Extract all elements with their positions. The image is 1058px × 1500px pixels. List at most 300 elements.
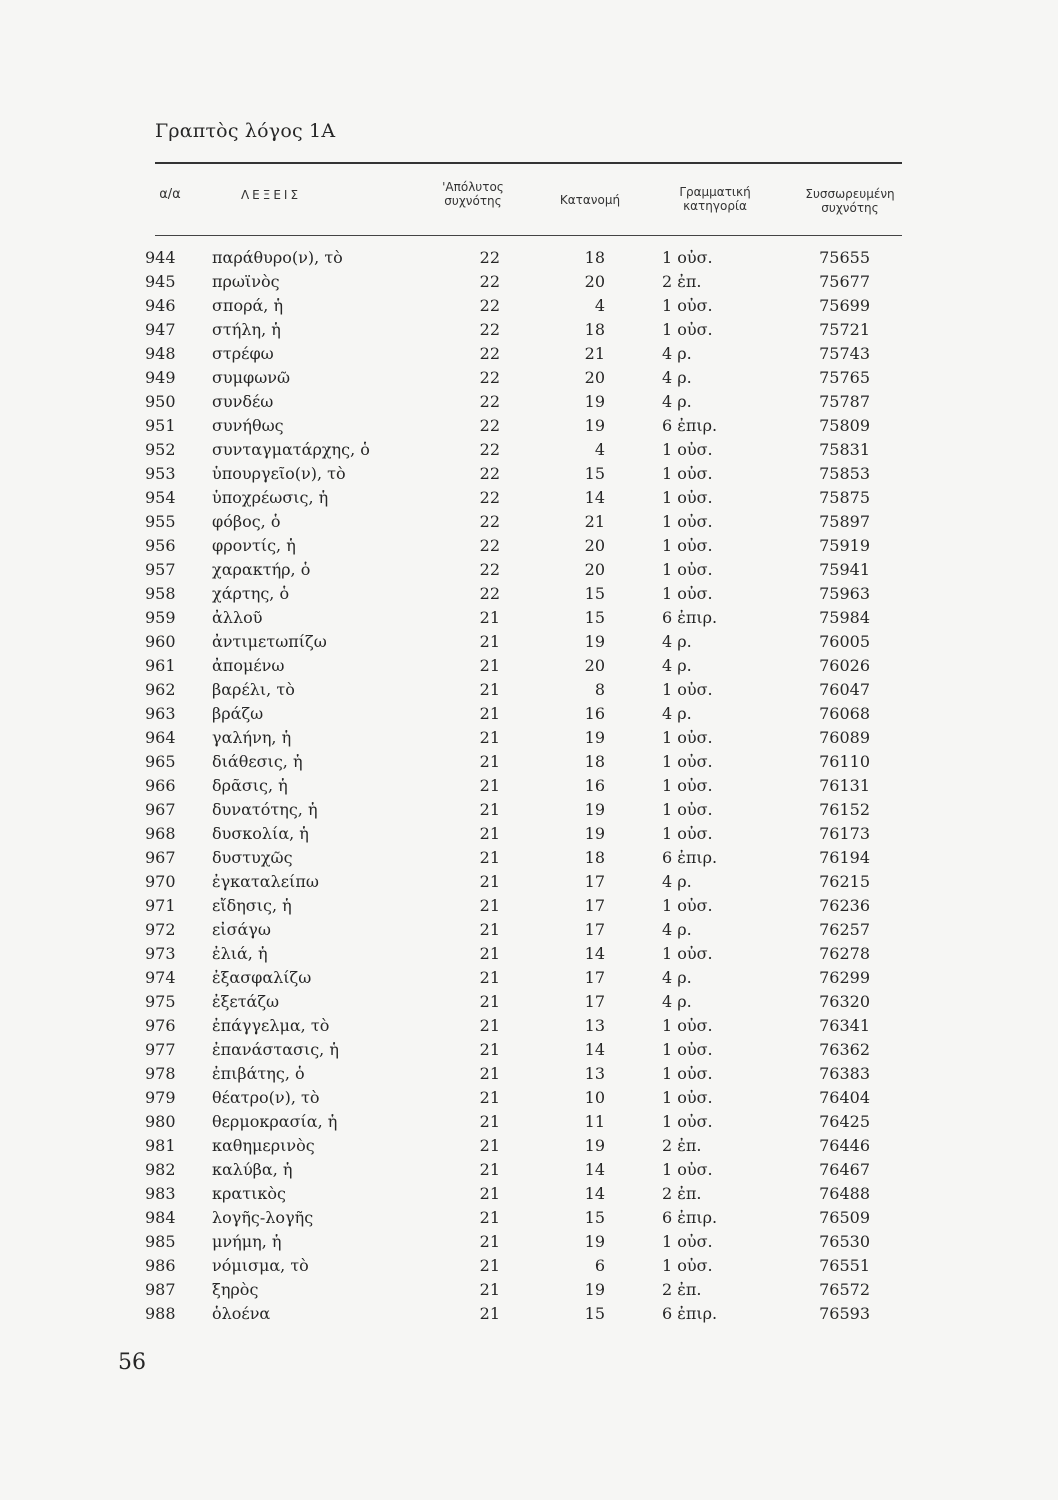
table-row — [0, 582, 1058, 606]
table-row — [0, 342, 1058, 366]
row-cumulative-frequency: 75831 — [819, 440, 870, 459]
header-bottom-rule — [155, 235, 902, 236]
row-word: βράζω — [212, 704, 264, 723]
row-grammatical-category: 2 ἐπ. — [662, 1136, 702, 1155]
row-word: πρωϊνὸς — [212, 272, 280, 291]
row-distribution: 18 — [584, 320, 605, 339]
row-index: 955 — [145, 512, 176, 531]
row-word: χαρακτήρ, ὁ — [212, 560, 311, 579]
row-distribution: 14 — [584, 1184, 605, 1203]
row-grammatical-category: 1 οὐσ. — [662, 1232, 713, 1251]
row-word: ἐξετάζω — [212, 992, 280, 1011]
row-cumulative-frequency: 76152 — [819, 800, 870, 819]
row-word: ἀντιμετωπίζω — [212, 632, 327, 651]
row-word: στρέφω — [212, 344, 274, 363]
row-cumulative-frequency: 75941 — [819, 560, 870, 579]
row-absolute-frequency: 21 — [479, 992, 500, 1011]
page-title: Γραπτὸς λόγος 1Α — [155, 120, 336, 142]
row-distribution: 18 — [584, 248, 605, 267]
row-word: στήλη, ἡ — [212, 320, 281, 339]
row-distribution: 19 — [584, 1232, 605, 1251]
row-absolute-frequency: 21 — [479, 752, 500, 771]
row-cumulative-frequency: 76131 — [819, 776, 870, 795]
row-word: εἰσάγω — [212, 920, 271, 939]
row-absolute-frequency: 21 — [479, 896, 500, 915]
row-cumulative-frequency: 76257 — [819, 920, 870, 939]
row-cumulative-frequency: 76446 — [819, 1136, 870, 1155]
row-cumulative-frequency: 75721 — [819, 320, 870, 339]
row-cumulative-frequency: 75699 — [819, 296, 870, 315]
row-index: 953 — [145, 464, 176, 483]
row-distribution: 13 — [584, 1016, 605, 1035]
row-cumulative-frequency: 76005 — [819, 632, 870, 651]
row-word: ἐπιβάτης, ὁ — [212, 1064, 305, 1083]
table-row — [0, 1206, 1058, 1230]
row-distribution: 6 — [594, 1256, 605, 1275]
row-index: 965 — [145, 752, 176, 771]
row-index: 957 — [145, 560, 176, 579]
row-grammatical-category: 4 ρ. — [662, 368, 692, 387]
row-grammatical-category: 2 ἐπ. — [662, 1280, 702, 1299]
row-cumulative-frequency: 76593 — [819, 1304, 870, 1323]
row-distribution: 14 — [584, 1040, 605, 1059]
row-grammatical-category: 1 οὐσ. — [662, 440, 713, 459]
row-word: συνταγματάρχης, ὁ — [212, 440, 370, 459]
row-index: 966 — [145, 776, 176, 795]
row-absolute-frequency: 22 — [479, 536, 500, 555]
row-cumulative-frequency: 76320 — [819, 992, 870, 1011]
row-index: 964 — [145, 728, 176, 747]
row-index: 948 — [145, 344, 176, 363]
table-row — [0, 294, 1058, 318]
table-row — [0, 462, 1058, 486]
table-row — [0, 246, 1058, 270]
table-row — [0, 750, 1058, 774]
row-distribution: 10 — [584, 1088, 605, 1107]
row-grammatical-category: 6 ἐπιρ. — [662, 848, 718, 867]
row-cumulative-frequency: 75984 — [819, 608, 870, 627]
row-word: συνδέω — [212, 392, 274, 411]
row-distribution: 16 — [584, 776, 605, 795]
row-word: ὁλοένα — [212, 1304, 271, 1323]
row-word: καλύβα, ἡ — [212, 1160, 293, 1179]
table-row — [0, 894, 1058, 918]
column-header-absolute-frequency — [418, 180, 528, 208]
column-header-absolute-frequency-line2: συχνότης — [444, 194, 502, 208]
table-row — [0, 510, 1058, 534]
column-header-cumulative-frequency — [790, 187, 910, 215]
table-row — [0, 678, 1058, 702]
row-distribution: 13 — [584, 1064, 605, 1083]
row-word: ἐπάγγελμα, τὸ — [212, 1016, 330, 1035]
row-distribution: 20 — [584, 368, 605, 387]
row-word: ὑπουργεῖο(ν), τὸ — [212, 464, 346, 483]
row-index: 967 — [145, 800, 176, 819]
row-cumulative-frequency: 76467 — [819, 1160, 870, 1179]
row-word: θερμοκρασία, ἡ — [212, 1112, 338, 1131]
header-top-rule — [155, 162, 902, 164]
row-cumulative-frequency: 75743 — [819, 344, 870, 363]
row-cumulative-frequency: 75677 — [819, 272, 870, 291]
column-header-cumulative-frequency-line2: συχνότης — [821, 201, 879, 215]
row-index: 975 — [145, 992, 176, 1011]
table-row — [0, 990, 1058, 1014]
row-word: νόμισμα, τὸ — [212, 1256, 309, 1275]
row-word: γαλήνη, ἡ — [212, 728, 292, 747]
table-row — [0, 270, 1058, 294]
row-absolute-frequency: 21 — [479, 848, 500, 867]
row-grammatical-category: 2 ἐπ. — [662, 1184, 702, 1203]
row-index: 979 — [145, 1088, 176, 1107]
row-distribution: 17 — [584, 920, 605, 939]
row-cumulative-frequency: 75919 — [819, 536, 870, 555]
row-index: 972 — [145, 920, 176, 939]
row-grammatical-category: 1 οὐσ. — [662, 1064, 713, 1083]
row-cumulative-frequency: 76068 — [819, 704, 870, 723]
row-absolute-frequency: 21 — [479, 968, 500, 987]
row-grammatical-category: 1 οὐσ. — [662, 1112, 713, 1131]
row-grammatical-category: 1 οὐσ. — [662, 800, 713, 819]
table-row — [0, 486, 1058, 510]
row-absolute-frequency: 21 — [479, 1016, 500, 1035]
row-distribution: 19 — [584, 392, 605, 411]
frequency-table — [0, 246, 1058, 1326]
row-word: καθημερινὸς — [212, 1136, 315, 1155]
row-index: 954 — [145, 488, 176, 507]
row-grammatical-category: 1 οὐσ. — [662, 752, 713, 771]
row-cumulative-frequency: 76236 — [819, 896, 870, 915]
row-grammatical-category: 1 οὐσ. — [662, 680, 713, 699]
row-cumulative-frequency: 76509 — [819, 1208, 870, 1227]
row-distribution: 17 — [584, 992, 605, 1011]
table-row — [0, 414, 1058, 438]
row-index: 967 — [145, 848, 176, 867]
row-distribution: 19 — [584, 632, 605, 651]
table-row — [0, 942, 1058, 966]
row-index: 959 — [145, 608, 176, 627]
row-word: θέατρο(ν), τὸ — [212, 1088, 320, 1107]
row-absolute-frequency: 21 — [479, 824, 500, 843]
table-row — [0, 774, 1058, 798]
row-absolute-frequency: 21 — [479, 1160, 500, 1179]
row-grammatical-category: 1 οὐσ. — [662, 728, 713, 747]
row-grammatical-category: 6 ἐπιρ. — [662, 1304, 718, 1323]
row-word: δρᾶσις, ἡ — [212, 776, 288, 795]
column-header-index: α/α — [159, 187, 181, 202]
table-row — [0, 870, 1058, 894]
table-row — [0, 702, 1058, 726]
row-absolute-frequency: 21 — [479, 872, 500, 891]
row-distribution: 16 — [584, 704, 605, 723]
row-absolute-frequency: 21 — [479, 1280, 500, 1299]
row-grammatical-category: 1 οὐσ. — [662, 1016, 713, 1035]
row-cumulative-frequency: 76089 — [819, 728, 870, 747]
row-grammatical-category: 1 οὐσ. — [662, 1256, 713, 1275]
table-row — [0, 918, 1058, 942]
row-index: 973 — [145, 944, 176, 963]
row-grammatical-category: 1 οὐσ. — [662, 1088, 713, 1107]
row-absolute-frequency: 22 — [479, 464, 500, 483]
row-absolute-frequency: 22 — [479, 416, 500, 435]
row-absolute-frequency: 21 — [479, 1208, 500, 1227]
row-distribution: 14 — [584, 1160, 605, 1179]
row-word: ἀπομένω — [212, 656, 285, 675]
row-cumulative-frequency: 76488 — [819, 1184, 870, 1203]
row-grammatical-category: 1 οὐσ. — [662, 1040, 713, 1059]
row-grammatical-category: 1 οὐσ. — [662, 536, 713, 555]
row-distribution: 20 — [584, 656, 605, 675]
row-grammatical-category: 1 οὐσ. — [662, 584, 713, 603]
row-word: λογῆς-λογῆς — [212, 1208, 314, 1227]
row-distribution: 4 — [594, 440, 605, 459]
row-grammatical-category: 2 ἐπ. — [662, 272, 702, 291]
row-grammatical-category: 1 οὐσ. — [662, 776, 713, 795]
row-grammatical-category: 4 ρ. — [662, 872, 692, 891]
row-cumulative-frequency: 75765 — [819, 368, 870, 387]
row-grammatical-category: 1 οὐσ. — [662, 320, 713, 339]
row-absolute-frequency: 21 — [479, 1112, 500, 1131]
row-distribution: 15 — [584, 1208, 605, 1227]
row-word: μνήμη, ἡ — [212, 1232, 282, 1251]
row-absolute-frequency: 21 — [479, 1040, 500, 1059]
row-word: διάθεσις, ἡ — [212, 752, 303, 771]
row-cumulative-frequency: 76173 — [819, 824, 870, 843]
row-distribution: 17 — [584, 872, 605, 891]
row-cumulative-frequency: 75787 — [819, 392, 870, 411]
row-distribution: 20 — [584, 536, 605, 555]
row-absolute-frequency: 22 — [479, 248, 500, 267]
row-word: δυστυχῶς — [212, 848, 293, 867]
row-index: 974 — [145, 968, 176, 987]
table-row — [0, 366, 1058, 390]
row-grammatical-category: 4 ρ. — [662, 392, 692, 411]
row-word: εἴδησις, ἡ — [212, 896, 292, 915]
row-absolute-frequency: 22 — [479, 440, 500, 459]
row-word: δυνατότης, ἡ — [212, 800, 318, 819]
row-index: 978 — [145, 1064, 176, 1083]
row-absolute-frequency: 21 — [479, 920, 500, 939]
row-index: 961 — [145, 656, 176, 675]
row-distribution: 21 — [584, 512, 605, 531]
row-grammatical-category: 6 ἐπιρ. — [662, 608, 718, 627]
row-cumulative-frequency: 76425 — [819, 1112, 870, 1131]
row-cumulative-frequency: 76572 — [819, 1280, 870, 1299]
row-distribution: 4 — [594, 296, 605, 315]
row-distribution: 19 — [584, 1280, 605, 1299]
row-cumulative-frequency: 76530 — [819, 1232, 870, 1251]
row-absolute-frequency: 21 — [479, 800, 500, 819]
row-absolute-frequency: 21 — [479, 608, 500, 627]
row-index: 958 — [145, 584, 176, 603]
row-absolute-frequency: 21 — [479, 1232, 500, 1251]
row-index: 956 — [145, 536, 176, 555]
row-word: βαρέλι, τὸ — [212, 680, 295, 699]
row-absolute-frequency: 21 — [479, 944, 500, 963]
row-index: 951 — [145, 416, 176, 435]
row-grammatical-category: 1 οὐσ. — [662, 488, 713, 507]
row-grammatical-category: 1 οὐσ. — [662, 944, 713, 963]
row-grammatical-category: 1 οὐσ. — [662, 248, 713, 267]
row-grammatical-category: 6 ἐπιρ. — [662, 1208, 718, 1227]
row-index: 971 — [145, 896, 176, 915]
row-absolute-frequency: 22 — [479, 368, 500, 387]
row-cumulative-frequency: 76404 — [819, 1088, 870, 1107]
row-absolute-frequency: 21 — [479, 728, 500, 747]
row-distribution: 20 — [584, 560, 605, 579]
row-word: ἐξασφαλίζω — [212, 968, 312, 987]
row-distribution: 20 — [584, 272, 605, 291]
row-index: 977 — [145, 1040, 176, 1059]
row-grammatical-category: 4 ρ. — [662, 992, 692, 1011]
row-word: σπορά, ἡ — [212, 296, 284, 315]
row-absolute-frequency: 21 — [479, 656, 500, 675]
row-index: 945 — [145, 272, 176, 291]
column-header-cumulative-frequency-line1: Συσσωρευμένη — [805, 187, 895, 201]
row-grammatical-category: 4 ρ. — [662, 968, 692, 987]
table-row — [0, 798, 1058, 822]
table-row — [0, 1158, 1058, 1182]
table-row — [0, 534, 1058, 558]
row-cumulative-frequency: 75853 — [819, 464, 870, 483]
row-index: 970 — [145, 872, 176, 891]
row-cumulative-frequency: 76278 — [819, 944, 870, 963]
row-cumulative-frequency: 76341 — [819, 1016, 870, 1035]
row-word: ξηρὸς — [212, 1280, 259, 1299]
row-index: 962 — [145, 680, 176, 699]
row-cumulative-frequency: 76383 — [819, 1064, 870, 1083]
row-word: ἐγκαταλείπω — [212, 872, 319, 891]
table-row — [0, 438, 1058, 462]
row-cumulative-frequency: 76026 — [819, 656, 870, 675]
column-header-absolute-frequency-line1: 'Απόλυτος — [442, 180, 504, 194]
row-index: 944 — [145, 248, 176, 267]
row-distribution: 8 — [594, 680, 605, 699]
row-distribution: 19 — [584, 800, 605, 819]
row-word: χάρτης, ὁ — [212, 584, 290, 603]
table-row — [0, 1110, 1058, 1134]
row-absolute-frequency: 21 — [479, 1256, 500, 1275]
row-distribution: 15 — [584, 608, 605, 627]
row-word: ἐλιά, ἡ — [212, 944, 268, 963]
row-grammatical-category: 6 ἐπιρ. — [662, 416, 718, 435]
row-grammatical-category: 4 ρ. — [662, 632, 692, 651]
table-row — [0, 390, 1058, 414]
row-index: 952 — [145, 440, 176, 459]
row-distribution: 15 — [584, 584, 605, 603]
row-grammatical-category: 1 οὐσ. — [662, 464, 713, 483]
row-cumulative-frequency: 75897 — [819, 512, 870, 531]
row-word: ὑποχρέωσις, ἡ — [212, 488, 329, 507]
row-index: 983 — [145, 1184, 176, 1203]
table-row — [0, 1134, 1058, 1158]
row-word: φροντίς, ἡ — [212, 536, 296, 555]
column-header-grammatical-category — [665, 185, 765, 213]
table-row — [0, 630, 1058, 654]
row-word: συμφωνῶ — [212, 368, 291, 387]
row-distribution: 19 — [584, 728, 605, 747]
row-distribution: 14 — [584, 944, 605, 963]
table-row — [0, 822, 1058, 846]
row-cumulative-frequency: 76551 — [819, 1256, 870, 1275]
row-index: 988 — [145, 1304, 176, 1323]
row-word: παράθυρο(ν), τὸ — [212, 248, 343, 267]
row-cumulative-frequency: 76215 — [819, 872, 870, 891]
column-header-words: ΛΕΞΕΙΣ — [240, 188, 302, 202]
row-distribution: 15 — [584, 464, 605, 483]
row-cumulative-frequency: 76194 — [819, 848, 870, 867]
row-cumulative-frequency: 75655 — [819, 248, 870, 267]
row-distribution: 21 — [584, 344, 605, 363]
row-distribution: 19 — [584, 824, 605, 843]
row-distribution: 14 — [584, 488, 605, 507]
column-header-grammatical-category-line1: Γραμματική — [679, 185, 751, 199]
row-absolute-frequency: 22 — [479, 344, 500, 363]
row-grammatical-category: 1 οὐσ. — [662, 896, 713, 915]
row-grammatical-category: 1 οὐσ. — [662, 560, 713, 579]
row-index: 963 — [145, 704, 176, 723]
table-row — [0, 1062, 1058, 1086]
page-number: 56 — [118, 1350, 146, 1375]
row-index: 987 — [145, 1280, 176, 1299]
row-absolute-frequency: 22 — [479, 584, 500, 603]
row-absolute-frequency: 21 — [479, 1064, 500, 1083]
table-row — [0, 558, 1058, 582]
table-row — [0, 1014, 1058, 1038]
table-row — [0, 1086, 1058, 1110]
row-grammatical-category: 4 ρ. — [662, 704, 692, 723]
table-row — [0, 1278, 1058, 1302]
row-distribution: 15 — [584, 1304, 605, 1323]
row-grammatical-category: 1 οὐσ. — [662, 296, 713, 315]
table-row — [0, 318, 1058, 342]
row-distribution: 17 — [584, 896, 605, 915]
row-absolute-frequency: 22 — [479, 560, 500, 579]
row-grammatical-category: 1 οὐσ. — [662, 1160, 713, 1179]
row-absolute-frequency: 22 — [479, 512, 500, 531]
row-index: 985 — [145, 1232, 176, 1251]
row-grammatical-category: 4 ρ. — [662, 656, 692, 675]
row-index: 982 — [145, 1160, 176, 1179]
row-cumulative-frequency: 76110 — [819, 752, 870, 771]
row-index: 950 — [145, 392, 176, 411]
row-index: 947 — [145, 320, 176, 339]
row-absolute-frequency: 22 — [479, 488, 500, 507]
row-absolute-frequency: 21 — [479, 1184, 500, 1203]
row-cumulative-frequency: 75875 — [819, 488, 870, 507]
table-row — [0, 846, 1058, 870]
table-row — [0, 966, 1058, 990]
row-absolute-frequency: 21 — [479, 1136, 500, 1155]
row-distribution: 18 — [584, 752, 605, 771]
row-absolute-frequency: 21 — [479, 680, 500, 699]
table-row — [0, 1182, 1058, 1206]
row-absolute-frequency: 22 — [479, 320, 500, 339]
table-row — [0, 1230, 1058, 1254]
row-index: 980 — [145, 1112, 176, 1131]
row-absolute-frequency: 22 — [479, 272, 500, 291]
row-index: 981 — [145, 1136, 176, 1155]
row-cumulative-frequency: 75809 — [819, 416, 870, 435]
row-index: 986 — [145, 1256, 176, 1275]
row-distribution: 17 — [584, 968, 605, 987]
column-header-grammatical-category-line2: κατηγορία — [683, 199, 747, 213]
row-absolute-frequency: 21 — [479, 1088, 500, 1107]
table-row — [0, 726, 1058, 750]
column-header-distribution: Κατανομή — [559, 193, 621, 207]
row-absolute-frequency: 22 — [479, 296, 500, 315]
row-word: κρατικὸς — [212, 1184, 286, 1203]
row-distribution: 19 — [584, 416, 605, 435]
